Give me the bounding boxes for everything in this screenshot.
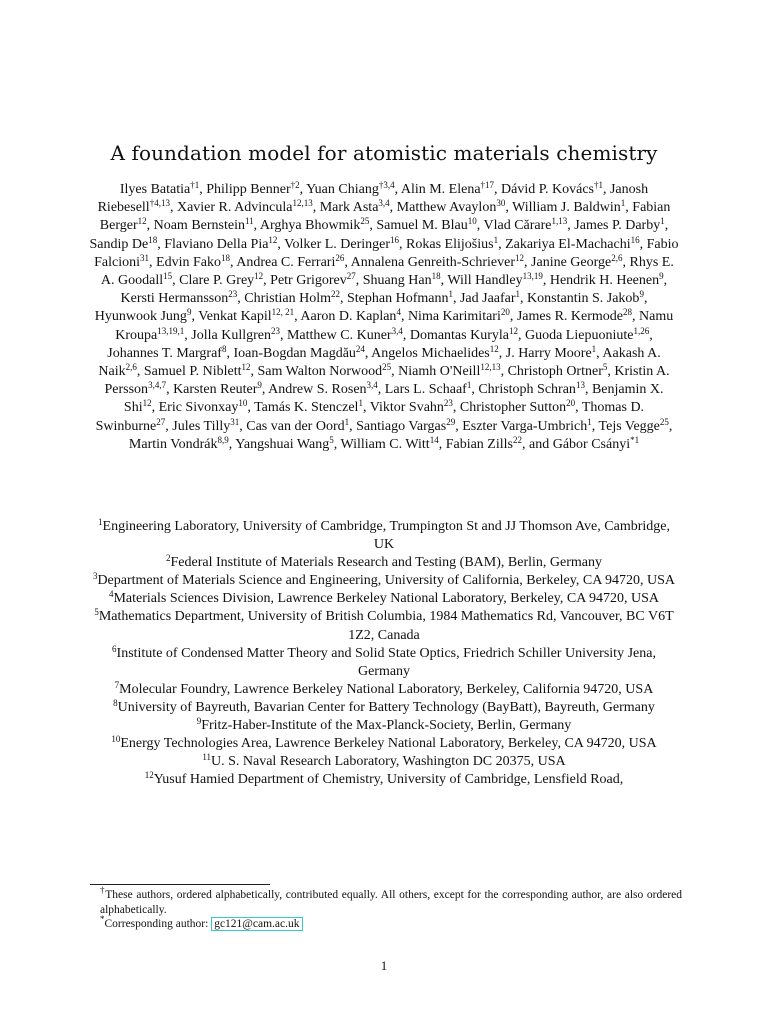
- author-name: Namu Kroupa: [115, 309, 674, 343]
- affiliation-text: University of Bayreuth, Bavarian Center for Battery Technology (BayBatt), Bayreuth, Germany: [117, 699, 655, 715]
- author-name: Johannes T. Margraf: [107, 345, 222, 361]
- author-name: Alin M. Elena: [400, 182, 481, 197]
- author-name: Lars L. Schaaf: [384, 382, 467, 398]
- author-name: Edvin Fako: [156, 254, 221, 270]
- author-affiliation-marker: 12: [268, 234, 278, 245]
- author: [347, 291, 453, 306]
- author: [268, 382, 378, 397]
- author-affiliation-marker: †1: [190, 180, 200, 190]
- author-separator: , and: [521, 436, 553, 452]
- author-name: Ilyes Batatia: [119, 182, 191, 197]
- author-name: Andrew S. Rosen: [268, 382, 367, 398]
- author-name: Jad Jaafar: [459, 291, 516, 307]
- author-name: Clare P. Grey: [179, 273, 255, 289]
- author-name: Nima Karimitari: [407, 309, 501, 325]
- author-affiliation-marker: 13,19,1: [157, 325, 185, 336]
- affiliation-text: Department of Materials Science and Engineering, University of California, Berkeley, CA 94720, USA: [97, 573, 676, 589]
- author: [552, 434, 640, 452]
- author: [246, 416, 350, 434]
- author: [445, 434, 522, 452]
- author: [356, 416, 456, 434]
- author-affiliation-marker: 28: [623, 307, 633, 318]
- author-name: William J. Baldwin: [512, 200, 621, 216]
- affiliation-number: 4: [108, 589, 114, 600]
- corresponding-email-link[interactable]: gc121@cam.ac.uk: [211, 917, 302, 931]
- author: [408, 309, 510, 324]
- affiliation-number: 10: [111, 734, 121, 745]
- author-name: Santiago Vargas: [356, 418, 447, 434]
- author-name: Ioan-Bogdan Magdău: [233, 345, 356, 361]
- author-name: Andrea C. Ferrari: [236, 254, 336, 270]
- author: [144, 364, 251, 379]
- affiliation-number: 11: [202, 752, 211, 763]
- author: [363, 273, 441, 288]
- author: [376, 218, 476, 233]
- author-affiliation-marker: 27: [346, 271, 356, 282]
- author: [462, 416, 592, 434]
- author-affiliation-marker: 1: [660, 216, 665, 227]
- author-list: Ilyes Batatia$^{\dagger 1}$, Philipp Benner$^{\dagger 2}$, Yuan Chiang$^{\dagger 3,4}$, Alin M. Elena$^{\dagger 17}$, Dávid P. Kovács$^{\dagger 1}$, Janosh Riebesell$^{\dagger 4,13}$, Xavier R. Advincula$^{12,13}$, Mark Asta$^{3,4}$, Matthew Avaylon$^{30}$, William J. Baldwin$^1$, Fabian Berger$^{12}$, Noam Bernstein$^{11}$, Arghya Bhowmik$^{25}$, Samuel M. Blau$^{10}$, Vlad Cărare$^{1,13}$, James P. Darby$^1$, Sandip De$^{18}$, Flaviano Della Pia$^{12}$, Volker L. Deringer$^{16}$, Rokas Elijošius$^1$, Zakariya El-Machachi$^{16}$, Fabio Falcioni$^{31}$, Edvin Fako$^{18}$, Andrea C. Ferrari$^{26}$, Annalena Genreith-Schriever$^{12}$, Janine George$^{2,6}$, Rhys E. A. Goodall$^{15}$, Clare P. Grey$^{12}$, Petr Grigorev$^{27}$, Shuang Han$^{18}$, Will Handley$^{13,19}$, Hendrik H. Heenen$^9$, Kersti Hermansson$^{23}$, Christian Holm$^{22}$, Stephan Hofmann$^1$, Jad Jaafar$^1$, Konstantin S. Jakob$^9$, Hyunwook Jung$^9$, Venkat Kapil$^{12, 21}$, Aaron D. Kaplan$^4$, Nima Karimitari$^{20}$, James R. Kermode$^{28}$, Namu Kroupa$^{13,19,1}$, Jolla Kullgren$^{23}$, Matthew C. Kuner$^{3,4}$, Domantas Kuryla$^{12}$, Guoda Liepuoniute$^{1,26}$, Johannes T. Margraf$^8$, Ioan-Bogdan Magdău$^{24}$, Angelos Michaelides$^{12}$, J. Harry Moore$^1$, Aakash A. Naik$^{2,6}$, Samuel P. Niblett$^{12}$, Sam Walton Norwood$^{25}$, Niamh O'Neill$^{12,13}$, Christoph Ortner$^5$, Kristin A. Persson$^{3,4,7}$, Karsten Reuter$^9$, Andrew S. Rosen$^{3,4}$, Lars L. Schaaf$^1$, Christoph Schran$^{13}$, Benjamin X. Shi$^{12}$, Eric Sivonxay$^{10}$, Tamás K. Stenczel$^1$, Viktor Svahn$^{23}$, Christopher Sutton$^{20}$, Thomas D. Swinburne$^{27}$, Jules Tilly$^{31}$, Cas van der Oord$^1$, Santiago Vargas$^{29}$, Eszter Varga-Umbrich$^1$, Tejs Vegge$^{25}$, Martin Vondrák$^{8,9}$, Yangshuai Wang$^5$, William C. Witt$^{14}$, Fabian Zills$^{22}$, and Gábor Csányi$^{*1}$: [89, 180, 679, 452]
- author-affiliation-marker: 14: [429, 434, 439, 445]
- author: [179, 273, 263, 288]
- author-affiliation-marker: 12: [241, 362, 251, 373]
- author: [340, 434, 439, 452]
- affiliation: [88, 717, 680, 735]
- author-affiliation-marker: 9: [257, 380, 262, 391]
- author-affiliation-marker: 9: [186, 307, 192, 318]
- author-name: Martin Vondrák: [128, 436, 218, 452]
- author: [173, 382, 262, 397]
- author-affiliation-marker: 9: [659, 271, 664, 282]
- author-affiliation-marker: 1: [587, 416, 592, 427]
- affiliation: [88, 608, 680, 644]
- author-name: Matthew Avaylon: [396, 200, 497, 216]
- author-affiliation-marker: 13: [575, 380, 585, 391]
- author: [524, 325, 650, 343]
- author-name: Rhys E. A. Goodall: [100, 254, 674, 289]
- author: [484, 218, 568, 233]
- affiliation-text: Materials Sciences Division, Lawrence Berkeley National Laboratory, Berkeley, CA 94720, USA: [113, 591, 660, 607]
- author-affiliation-marker: 16: [630, 234, 640, 245]
- author: [527, 291, 644, 306]
- author-affiliation-marker: 18: [220, 252, 230, 263]
- affiliation-list: [88, 518, 680, 789]
- author-name: Guoda Liepuoniute: [524, 327, 634, 343]
- author-name: Sam Walton Norwood: [257, 364, 383, 380]
- author-name: James P. Darby: [574, 218, 661, 234]
- author-name: Venkat Kapil: [198, 309, 272, 325]
- author: [409, 325, 518, 343]
- author-affiliation-marker: 8,9: [217, 434, 229, 445]
- affiliation-text: Yusuf Hamied Department of Chemistry, University of Cambridge, Lensfield Road,: [153, 772, 624, 788]
- author: [460, 400, 575, 415]
- author-affiliation-marker: 20: [566, 398, 576, 409]
- author-name: Flaviano Della Pia: [164, 236, 269, 252]
- author-name: Annalena Genreith-Schriever: [350, 254, 516, 270]
- author: [385, 382, 472, 397]
- author-name: Benjamin X. Shi: [123, 382, 664, 416]
- affiliation-text: Federal Institute of Materials Research and Testing (BAM), Berlin, Germany: [170, 555, 602, 571]
- author: [550, 273, 664, 288]
- author: [164, 234, 278, 252]
- author-affiliation-marker: 12: [254, 271, 264, 282]
- author-name: Karsten Reuter: [173, 382, 258, 398]
- author-name: Cas van der Oord: [246, 418, 345, 434]
- author: [505, 343, 597, 361]
- author-affiliation-marker: 25: [659, 416, 669, 427]
- author-affiliation-marker: 30: [496, 198, 506, 209]
- author-name: Vlad Cărare: [483, 218, 552, 234]
- author-name: Tamás K. Stenczel: [254, 400, 359, 416]
- author-affiliation-marker: 20: [500, 307, 510, 318]
- author-name: Hendrik H. Heenen: [549, 273, 660, 289]
- author: [401, 182, 494, 197]
- author-affiliation-marker: 10: [467, 216, 477, 227]
- author-name: Viktor Svahn: [369, 400, 444, 416]
- author-name: Hyunwook Jung: [94, 309, 187, 325]
- author-name: Samuel P. Niblett: [143, 364, 242, 380]
- author: [95, 309, 192, 324]
- author-affiliation-marker: 29: [446, 416, 456, 427]
- author: [198, 309, 294, 324]
- author-name: Kristin A. Persson: [104, 364, 670, 398]
- author-name: Yangshuai Wang: [235, 436, 330, 452]
- affiliation-text: Energy Technologies Area, Lawrence Berkeley National Laboratory, Berkeley, CA 94720, USA: [120, 736, 657, 752]
- affiliation: [88, 554, 680, 572]
- affiliation-number: 12: [144, 770, 154, 781]
- author-affiliation-marker: 3,4: [391, 325, 403, 336]
- affiliation: [88, 771, 680, 789]
- author: [508, 364, 608, 379]
- author-affiliation-marker: 31: [140, 252, 150, 263]
- author-name: Zakariya El-Machachi: [505, 236, 631, 252]
- author-name: Fabian Berger: [99, 200, 671, 234]
- footnotes: [90, 885, 682, 932]
- author: [286, 325, 403, 343]
- author-affiliation-marker: †2: [290, 180, 300, 190]
- author-affiliation-marker: 8: [221, 343, 227, 354]
- author: [531, 252, 623, 270]
- affiliation-number: 8: [113, 697, 118, 708]
- author-affiliation-marker: 10: [238, 398, 248, 409]
- affiliation: [88, 699, 680, 717]
- author-name: Fabio Falcioni: [94, 236, 679, 270]
- author: [191, 325, 280, 343]
- author-affiliation-marker: 31: [230, 416, 240, 427]
- author: [107, 343, 227, 361]
- author-name: Arghya Bhowmik: [259, 218, 361, 234]
- affiliation: [88, 572, 680, 590]
- affiliation: [88, 753, 680, 771]
- author: [258, 364, 392, 379]
- author: [371, 343, 499, 361]
- author: [320, 200, 390, 215]
- author-affiliation-marker: 12: [489, 343, 499, 354]
- author-name: Gábor Csányi: [552, 436, 631, 452]
- affiliation: [88, 735, 680, 753]
- author-name: Jules Tilly: [172, 418, 231, 434]
- author: [206, 182, 299, 197]
- author-affiliation-marker: 23: [443, 398, 453, 409]
- author-affiliation-marker: 3,4: [366, 380, 378, 391]
- author-affiliation-marker: †3,4: [378, 180, 395, 190]
- author: [306, 182, 394, 197]
- author: [284, 234, 400, 252]
- author-name: Kersti Hermansson: [120, 291, 229, 307]
- author-affiliation-marker: 25: [382, 362, 392, 373]
- author-affiliation-marker: 12, 21: [271, 307, 295, 318]
- author: [517, 309, 632, 324]
- author: [128, 434, 229, 452]
- author: [478, 382, 585, 397]
- corresponding-author-label: Corresponding author:: [104, 918, 212, 930]
- author-name: Fabian Zills: [445, 436, 513, 452]
- author: [120, 182, 199, 197]
- affiliation: [88, 645, 680, 681]
- affiliation-text: Molecular Foundry, Lawrence Berkeley National Laboratory, Berkeley, California 94720, USA: [119, 681, 654, 697]
- affiliation: [88, 681, 680, 699]
- dagger-mark: †: [100, 885, 106, 895]
- author-affiliation-marker: †17: [480, 180, 495, 190]
- author-name: Mark Asta: [319, 200, 379, 216]
- author-name: J. Harry Moore: [505, 345, 592, 361]
- equal-contribution-footnote: [90, 885, 682, 917]
- author-name: James R. Kermode: [516, 309, 624, 325]
- author: [121, 291, 238, 306]
- affiliation: [88, 518, 680, 554]
- author-name: William C. Witt: [340, 436, 430, 452]
- author-name: Matthew C. Kuner: [286, 327, 392, 343]
- author-name: Jolla Kullgren: [191, 327, 271, 343]
- author: [270, 273, 356, 288]
- author-affiliation-marker: 1: [358, 398, 363, 409]
- author-affiliation-marker: 12: [515, 252, 525, 263]
- author-affiliation-marker: 1: [620, 198, 626, 209]
- author-affiliation-marker: 24: [355, 343, 365, 354]
- author-affiliation-marker: 4: [396, 307, 401, 318]
- author: [598, 416, 669, 434]
- author-affiliation-marker: 1: [344, 416, 350, 427]
- author-name: Philipp Benner: [206, 182, 291, 197]
- author-affiliation-marker: 26: [335, 252, 345, 263]
- affiliation-number: 9: [196, 716, 202, 727]
- author-name: Rokas Elijošius: [406, 236, 494, 252]
- author: [172, 416, 240, 434]
- author-name: Stephan Hofmann: [346, 291, 449, 307]
- author-name: Eszter Varga-Umbrich: [462, 418, 588, 434]
- author-affiliation-marker: 2,6: [611, 252, 623, 263]
- author: [398, 364, 500, 379]
- author-affiliation-marker: 1,13: [551, 216, 568, 227]
- equal-contribution-text: These authors, ordered alphabetically, contributed equally. All others, except for the corresponding author, are also ordered alphabetically.: [100, 889, 682, 916]
- corresponding-author-footnote: [90, 914, 682, 932]
- author: [501, 182, 603, 197]
- author-affiliation-marker: 12,13: [292, 198, 313, 209]
- author-affiliation-marker: 5: [602, 362, 608, 373]
- author-affiliation-marker: 1: [591, 343, 597, 354]
- author: [260, 218, 369, 233]
- affiliation-text: Engineering Laboratory, University of Cambridge, Trumpington St and JJ Thomson Ave, Cambridge, UK: [102, 519, 670, 553]
- affiliation-number: 3: [92, 571, 98, 582]
- author: [235, 434, 334, 452]
- author-affiliation-marker: †4,13: [149, 198, 170, 209]
- paper-title: A foundation model for atomistic materials chemistry: [110, 141, 658, 165]
- affiliation-text: Institute of Condensed Matter Theory and Solid State Optics, Friedrich Schiller University Jena, Germany: [116, 645, 656, 679]
- author-name: Xavier R. Advincula: [176, 200, 293, 216]
- author-affiliation-marker: 1: [448, 289, 453, 300]
- author: [460, 291, 520, 306]
- author: [154, 218, 254, 233]
- author-name: Christian Holm: [244, 291, 331, 307]
- author-name: Petr Grigorev: [270, 273, 347, 289]
- author-affiliation-marker: 5: [329, 434, 334, 445]
- author: [505, 234, 640, 252]
- author-name: Niamh O'Neill: [398, 364, 481, 380]
- affiliation-number: 6: [112, 643, 117, 654]
- author-name: Christopher Sutton: [459, 400, 567, 416]
- author-name: Eric Sivonxay: [158, 400, 239, 416]
- author-affiliation-marker: 16: [390, 234, 400, 245]
- author: [406, 234, 499, 252]
- author-name: Samuel M. Blau: [376, 218, 468, 234]
- author-affiliation-marker: 22: [512, 434, 522, 445]
- author-affiliation-marker: 3,4,7: [148, 380, 167, 391]
- author-affiliation-marker: †1: [593, 180, 603, 190]
- author-affiliation-marker: 25: [360, 216, 370, 227]
- author: [370, 400, 453, 415]
- author-affiliation-marker: 18: [148, 234, 158, 245]
- author: [233, 343, 365, 361]
- author-name: Domantas Kuryla: [409, 327, 509, 343]
- author-affiliation-marker: 3,4: [378, 198, 390, 209]
- affiliation-number: 7: [114, 679, 120, 690]
- author: [254, 400, 363, 415]
- author-name: Janosh Riebesell: [97, 182, 649, 216]
- author-name: Thomas D. Swinburne: [95, 400, 645, 434]
- author-affiliation-marker: 2,6: [125, 362, 137, 373]
- author-affiliation-marker: 13,19: [522, 271, 543, 282]
- author-name: Will Handley: [447, 273, 523, 289]
- author-affiliation-marker: 1: [493, 234, 499, 245]
- author-affiliation-marker: 23: [270, 325, 280, 336]
- author-affiliation-marker: 15: [163, 271, 173, 282]
- author-affiliation-marker: 9: [639, 289, 644, 300]
- author-affiliation-marker: 1: [515, 289, 521, 300]
- author-name: Sandip De: [89, 236, 149, 252]
- author: [159, 400, 248, 415]
- affiliation-text: Fritz-Haber-Institute of the Max-Planck-Society, Berlin, Germany: [201, 718, 572, 734]
- author: [574, 218, 664, 233]
- author: [447, 273, 543, 288]
- author-name: Yuan Chiang: [306, 182, 379, 197]
- author-affiliation-marker: 18: [431, 271, 441, 282]
- author: [156, 252, 230, 270]
- author-affiliation-marker: 1,26: [633, 325, 650, 336]
- author: [397, 200, 506, 215]
- author-name: Christoph Schran: [478, 382, 576, 398]
- affiliation-number: 5: [94, 607, 99, 618]
- author-name: Aakash A. Naik: [98, 345, 661, 380]
- author-name: Tejs Vegge: [598, 418, 660, 434]
- affiliation-text: Mathematics Department, University of British Columbia, 1984 Mathematics Rd, Vancouver, BC V6T 1Z2, Canada: [98, 609, 674, 643]
- affiliation-text: U. S. Naval Research Laboratory, Washington DC 20375, USA: [211, 754, 566, 770]
- author-affiliation-marker: 12: [142, 398, 152, 409]
- author: [89, 234, 158, 252]
- author-name: Dávid P. Kovács: [501, 182, 594, 197]
- author-name: Aaron D. Kaplan: [300, 309, 397, 325]
- author-affiliation-marker: 11: [244, 216, 254, 227]
- author-name: Shuang Han: [362, 273, 432, 289]
- affiliation: [88, 590, 680, 608]
- author-affiliation-marker: *1: [630, 434, 640, 445]
- affiliation-number: 2: [166, 553, 171, 564]
- author-name: Volker L. Deringer: [284, 236, 391, 252]
- author-affiliation-marker: 1: [466, 380, 472, 391]
- footnote-rule: [90, 884, 270, 885]
- author: [300, 309, 401, 324]
- author: [350, 252, 525, 270]
- author: [177, 200, 313, 215]
- page-number: 1: [380, 958, 388, 973]
- author: [244, 291, 340, 306]
- author: [236, 252, 345, 270]
- author-affiliation-marker: 12: [137, 216, 147, 227]
- author-affiliation-marker: 23: [228, 289, 238, 300]
- author: [512, 200, 625, 215]
- author-affiliation-marker: 22: [330, 289, 340, 300]
- affiliation-number: 1: [98, 517, 103, 527]
- author-name: Christoph Ortner: [507, 364, 603, 380]
- author-name: Janine George: [531, 254, 612, 270]
- author-affiliation-marker: 27: [156, 416, 166, 427]
- author-name: Konstantin S. Jakob: [527, 291, 640, 307]
- author-name: Noam Bernstein: [153, 218, 245, 234]
- author-affiliation-marker: 12: [508, 325, 518, 336]
- author-name: Angelos Michaelides: [371, 345, 490, 361]
- asterisk-mark: *: [100, 914, 105, 924]
- author-affiliation-marker: 12,13: [480, 362, 501, 373]
